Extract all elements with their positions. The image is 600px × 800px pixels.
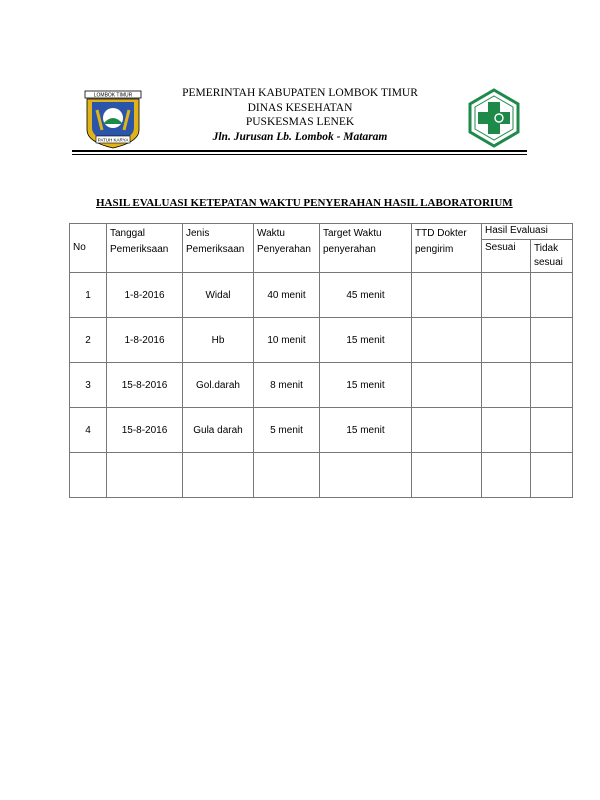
table-row [70,273,573,318]
emblem-top-text: LOMBOK TIMUR [93,92,133,99]
cell-target: 15 menit [320,363,412,408]
cell-no [70,453,107,498]
cell-waktu: 10 menit [254,318,320,363]
cell-tidak-sesuai [531,363,573,408]
cell-tidak-sesuai [531,318,573,363]
cell-jenis: Widal [183,273,254,318]
col-header-tidak-sesuai: Tidak sesuai [531,240,573,273]
header-rule-thin [72,154,527,155]
cell-waktu [254,453,320,498]
cell-no: 2 [70,318,107,363]
cell-ttd [412,408,482,453]
cell-waktu: 40 menit [254,273,320,318]
table-header-row [70,224,573,240]
letterhead-line-government: PEMERINTAH KABUPATEN LOMBOK TIMUR [182,87,418,99]
letterhead-address: Jln. Jurusan Lb. Lombok - Mataram [212,130,388,143]
emblem-bottom-text: PATUH KARYA [97,137,129,143]
cell-waktu: 8 menit [254,363,320,408]
cell-sesuai [482,273,531,318]
cell-target: 15 menit [320,318,412,363]
table-row [70,318,573,363]
cell-target: 15 menit [320,408,412,453]
cell-no: 3 [70,363,107,408]
cell-tidak-sesuai [531,453,573,498]
cell-sesuai [482,408,531,453]
cell-sesuai [482,363,531,408]
cell-ttd [412,318,482,363]
document-title: HASIL EVALUASI KETEPATAN WAKTU PENYERAHAN HASIL LABORATORIUM [96,197,513,209]
col-header-ttd: TTD Dokter pengirim [412,224,482,273]
cell-no: 1 [70,273,107,318]
cell-jenis: Gula darah [183,408,254,453]
table-row [70,453,573,498]
table-row [70,363,573,408]
header-rule-thick [72,150,527,152]
cell-tidak-sesuai [531,273,573,318]
cell-ttd [412,453,482,498]
col-header-target: Target Waktu penyerahan [320,224,412,273]
cell-jenis: Gol.darah [183,363,254,408]
col-header-no: No [70,224,107,273]
table-row [70,408,573,453]
cell-tanggal [107,453,183,498]
col-header-jenis: Jenis Pemeriksaan [183,224,254,273]
cell-jenis [183,453,254,498]
cell-no: 4 [70,408,107,453]
cell-tanggal: 15-8-2016 [107,408,183,453]
cell-target [320,453,412,498]
col-header-waktu: Waktu Penyerahan [254,224,320,273]
cell-sesuai [482,453,531,498]
cell-ttd [412,363,482,408]
letterhead [150,86,450,144]
col-header-sesuai: Sesuai [482,240,531,273]
lombok-timur-emblem-icon [84,90,142,150]
cell-tanggal: 1-8-2016 [107,273,183,318]
cell-tanggal: 1-8-2016 [107,318,183,363]
cell-waktu: 5 menit [254,408,320,453]
cell-ttd [412,273,482,318]
cell-tidak-sesuai [531,408,573,453]
letterhead-line-agency: DINAS KESEHATAN [247,101,353,114]
cell-jenis: Hb [183,318,254,363]
cell-target: 45 menit [320,273,412,318]
col-header-hasil: Hasil Evaluasi [482,224,573,240]
col-header-tanggal: Tanggal Pemeriksaan [107,224,183,273]
cell-tanggal: 15-8-2016 [107,363,183,408]
puskesmas-emblem-icon [466,88,522,148]
evaluation-table [69,223,573,498]
letterhead-line-puskesmas: PUSKESMAS LENEK [245,116,355,128]
cell-sesuai [482,318,531,363]
